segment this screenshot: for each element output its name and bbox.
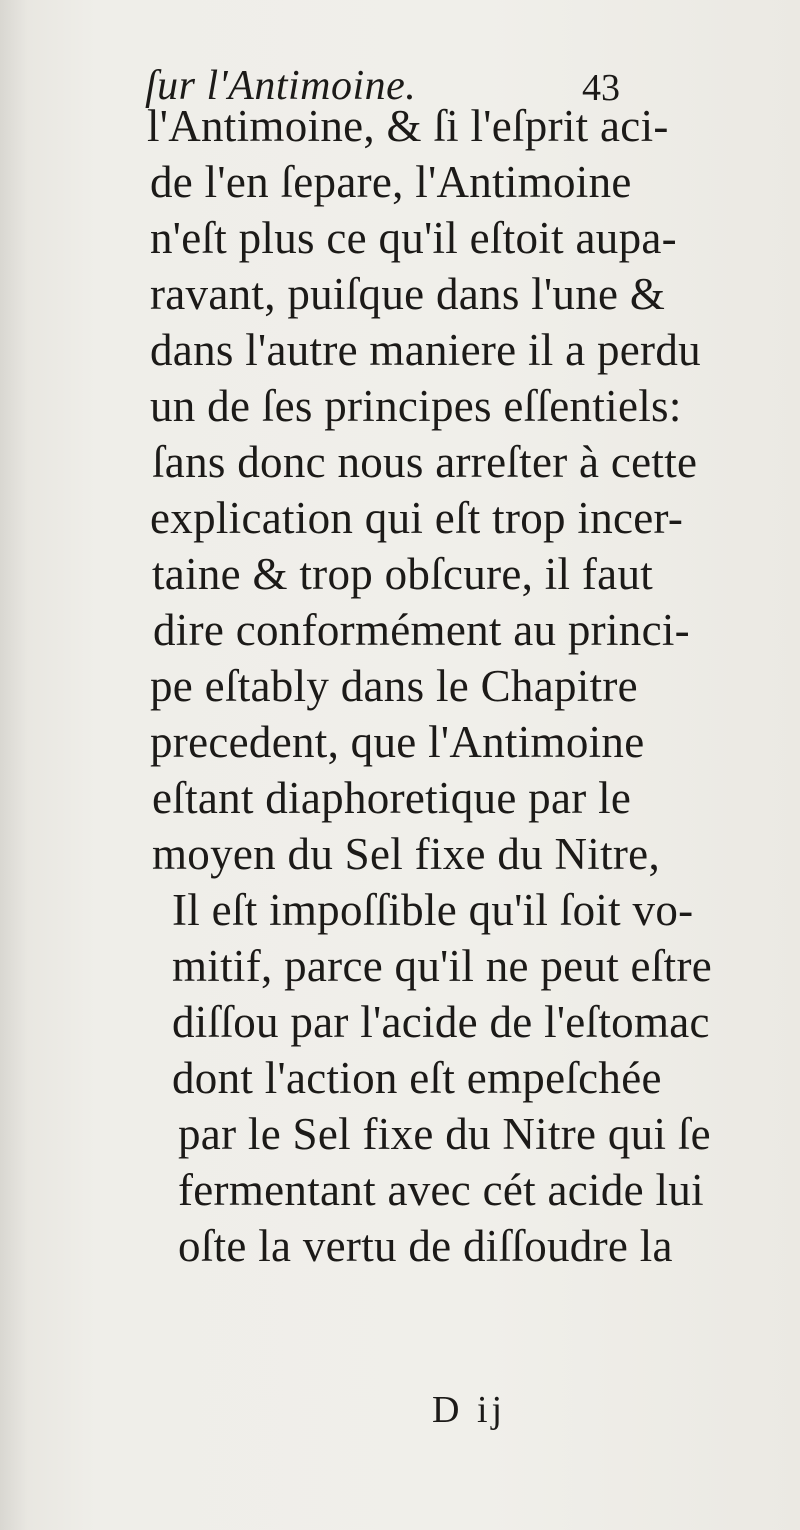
text-line-1: l'Antimoine, & ſi l'eſprit aci-: [147, 101, 669, 151]
text-line-20: fermentant avec cét acide lui: [178, 1165, 704, 1215]
text-line-16: mitif, parce qu'il ne peut eſtre: [172, 941, 712, 991]
text-line-7: ſans donc nous arreſter à cette: [152, 437, 698, 487]
text-line-15: Il eſt impoſſible qu'il ſoit vo-: [172, 885, 694, 935]
text-line-13: eſtant diaphoretique par le: [152, 773, 632, 823]
text-line-19: par le Sel fixe du Nitre qui ſe: [178, 1109, 711, 1159]
text-line-18: dont l'action eſt empeſchée: [172, 1053, 662, 1103]
text-line-11: pe eſtably dans le Chapitre: [150, 661, 638, 711]
text-line-5: dans l'autre maniere il a perdu: [150, 325, 701, 375]
signature-mark: D ij: [432, 1389, 507, 1431]
text-line-17: diſſou par l'acide de l'eſtomac: [172, 997, 710, 1047]
text-line-12: precedent, que l'Antimoine: [150, 717, 645, 767]
text-line-2: de l'en ſepare, l'Antimoine: [150, 157, 632, 207]
text-line-21: oſte la vertu de diſſoudre la: [178, 1221, 673, 1271]
text-line-14: moyen du Sel fixe du Nitre,: [152, 829, 660, 879]
text-line-6: un de ſes principes eſſentiels:: [150, 381, 682, 431]
page-number: 43: [582, 67, 620, 109]
text-line-10: dire conformément au princi-: [153, 605, 690, 655]
running-title: ſur l'Antimoine.: [145, 63, 417, 109]
text-line-4: ravant, puiſque dans l'une &: [150, 269, 666, 319]
text-line-3: n'eſt plus ce qu'il eſtoit aupa-: [150, 213, 677, 263]
text-line-8: explication qui eſt trop incer-: [150, 493, 684, 543]
text-line-9: taine & trop obſcure, il faut: [152, 549, 654, 599]
